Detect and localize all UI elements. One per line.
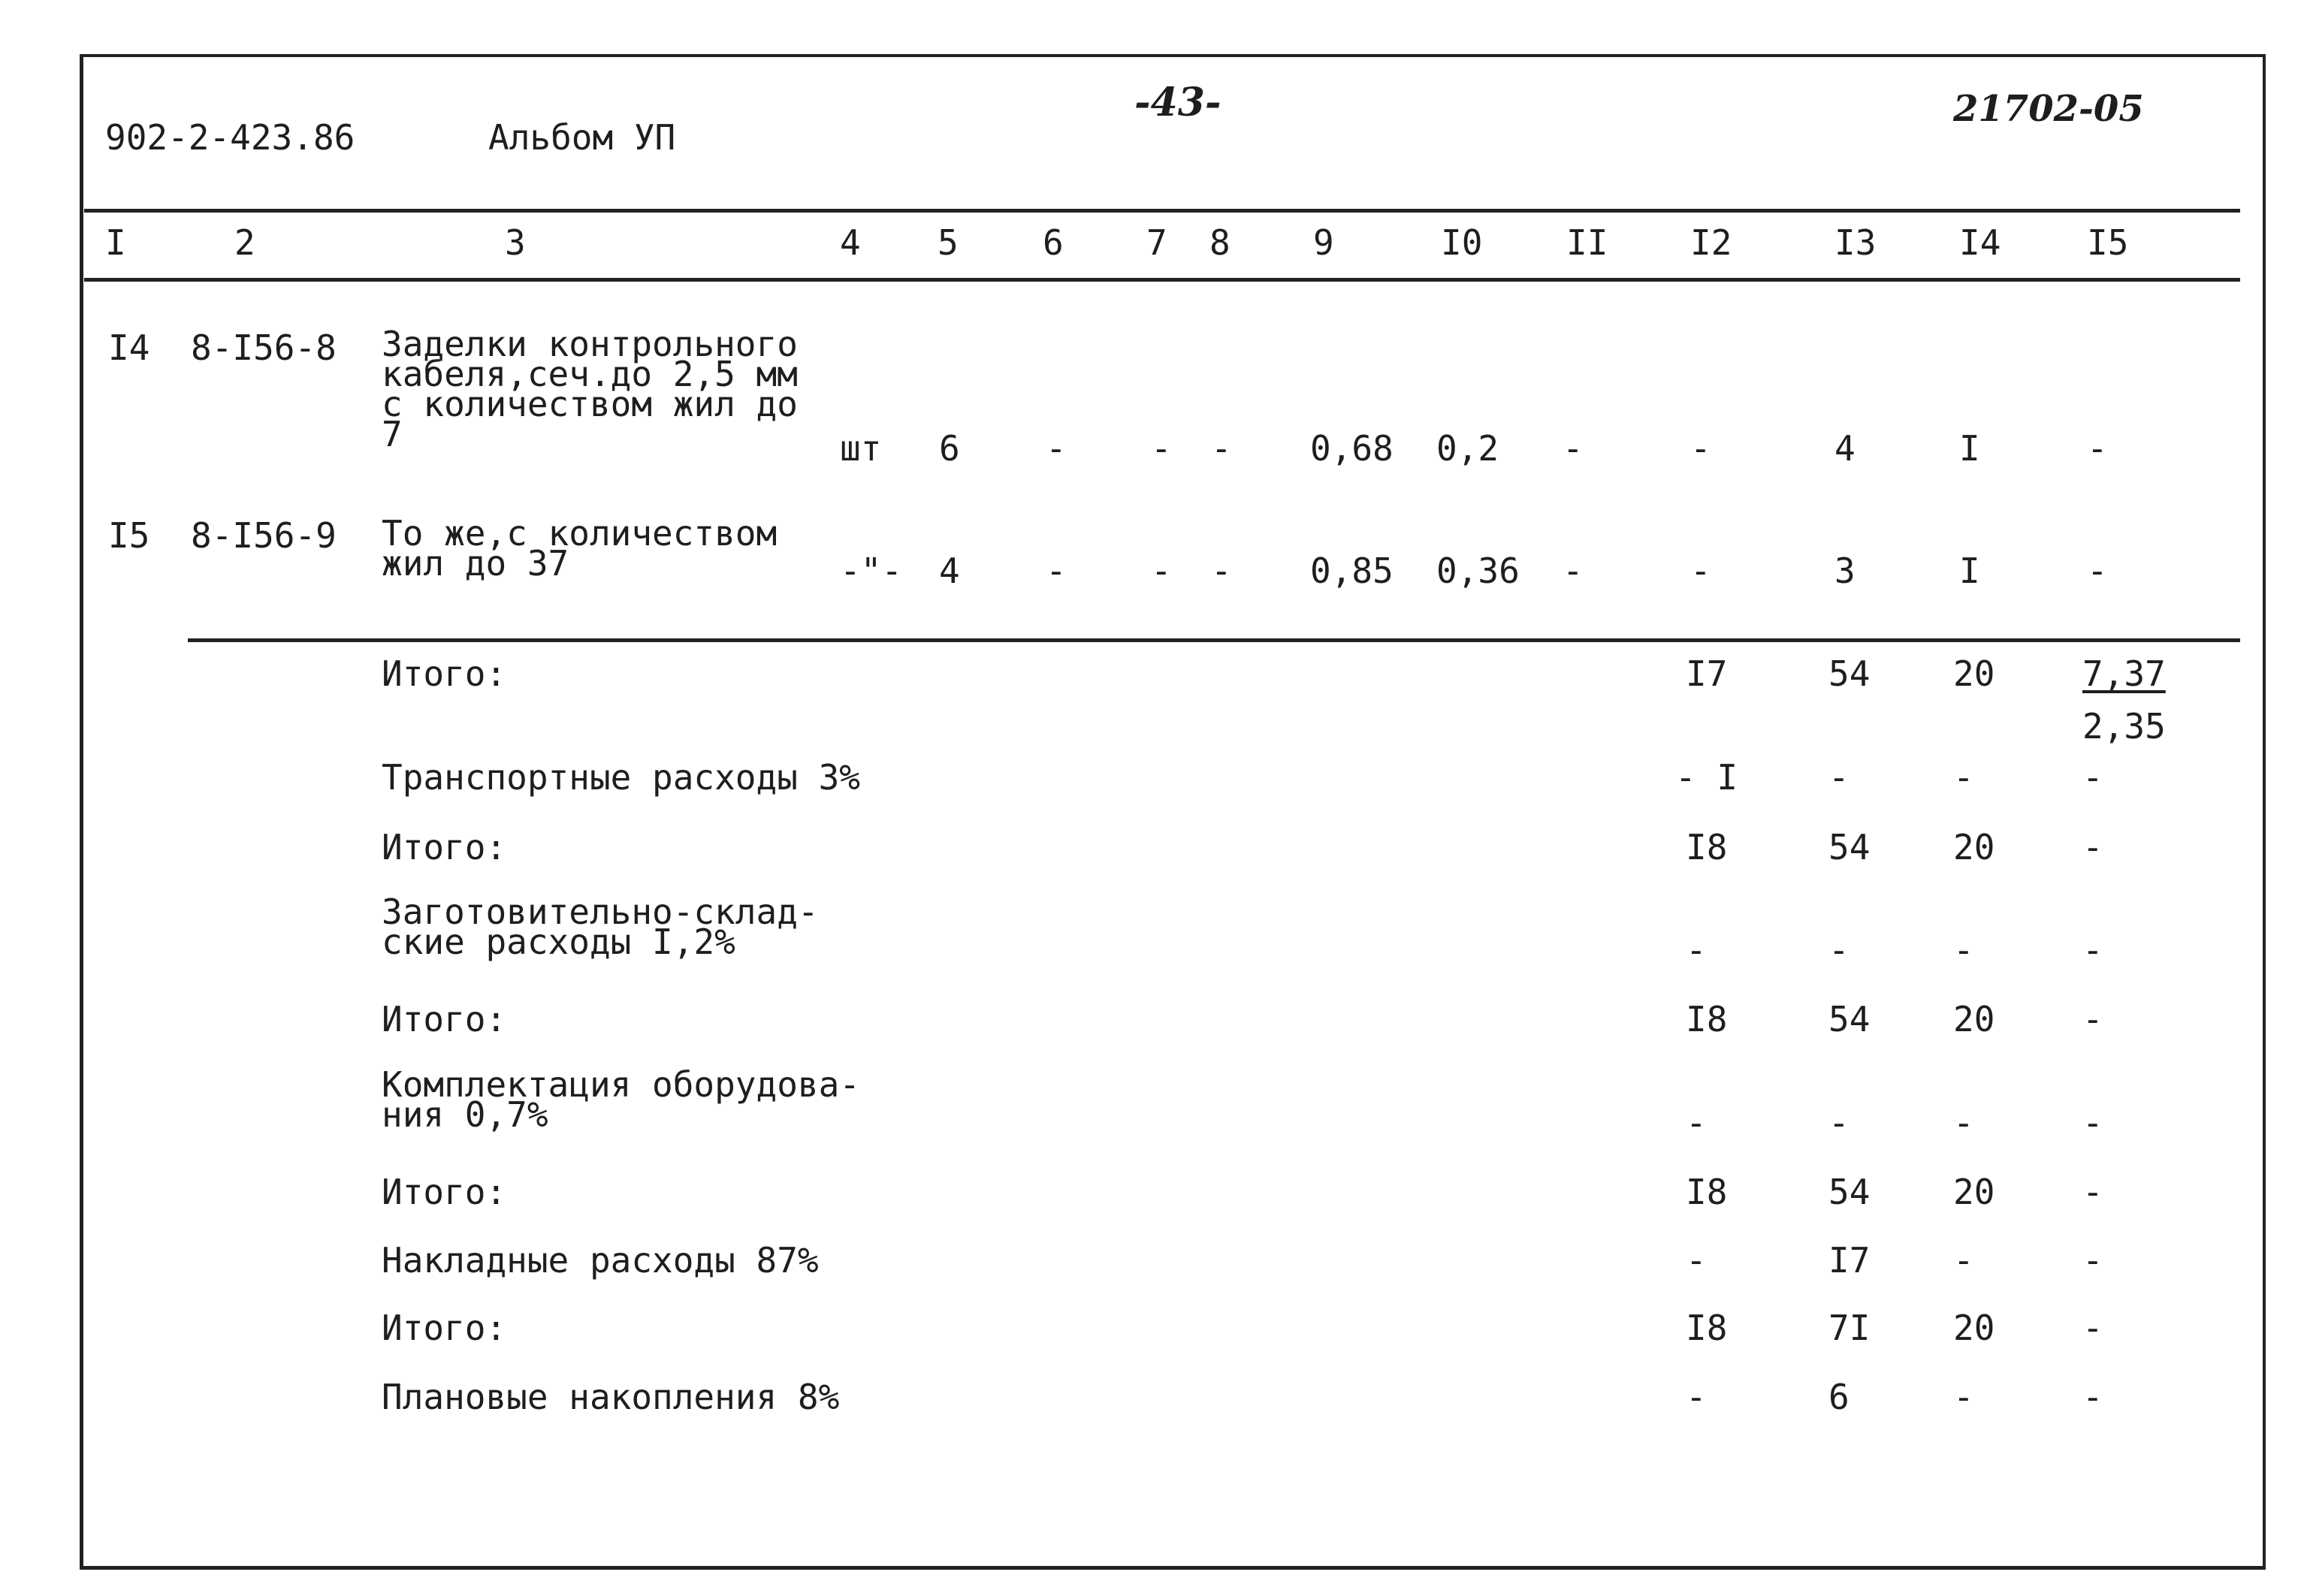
summary-c13: -	[1828, 1103, 1850, 1143]
summary-c15: -	[2082, 1103, 2103, 1143]
col-header: 6	[1043, 222, 1064, 263]
col-header: I2	[1690, 222, 1732, 263]
summary-c12: I8	[1686, 827, 1728, 867]
summary-c14: -	[1953, 1240, 1974, 1281]
summary-c14: 20	[1953, 1308, 1995, 1348]
summary-c13: -	[1828, 757, 1850, 798]
cell-c8: -	[1211, 428, 1232, 469]
col-header: 4	[840, 222, 861, 263]
summary-c12: -	[1686, 930, 1707, 970]
reference-number: 21702-05	[1953, 88, 2144, 130]
summary-c12: -	[1686, 1240, 1707, 1281]
summary-c15: -	[2082, 999, 2103, 1039]
summary-c15: -	[2082, 1308, 2103, 1348]
summary-label: Транспортные расходы 3%	[382, 757, 860, 798]
cell-c13: 4	[1834, 428, 1856, 469]
summary-c12: -	[1686, 1377, 1707, 1417]
summary-c15: -	[2082, 1377, 2103, 1417]
cell-c10: 0,2	[1436, 428, 1499, 469]
col-header: I3	[1834, 222, 1877, 263]
doc-code: 902-2-423.86	[105, 117, 355, 158]
col-header: I5	[2087, 222, 2129, 263]
cell-c14: I	[1959, 551, 1980, 591]
summary-label: Плановые накопления 8%	[382, 1377, 840, 1417]
summary-c15: 7,37	[2082, 653, 2166, 694]
col-header: 7	[1146, 222, 1167, 263]
cell-c9: 0,68	[1310, 428, 1394, 469]
summary-c14: -	[1953, 1103, 1974, 1143]
cell-c11: -	[1563, 428, 1584, 469]
col-header: II	[1566, 222, 1608, 263]
summary-c13: 54	[1828, 999, 1871, 1039]
row-code: 8-I56-9	[191, 515, 337, 556]
col-header: I	[105, 222, 126, 263]
summary-c13: 7I	[1828, 1308, 1871, 1348]
page-number: -43-	[1134, 80, 1221, 125]
summary-c14: 20	[1953, 1172, 1995, 1212]
summary-label: Итого:	[382, 1308, 507, 1348]
col-header: 8	[1209, 222, 1231, 263]
cell-unit: -"-	[840, 551, 903, 591]
cell-c6: -	[1046, 551, 1067, 591]
cell-qty: 4	[939, 551, 960, 591]
summary-label: Итого:	[382, 653, 507, 694]
summary-c12: I8	[1686, 999, 1728, 1039]
cell-c6: -	[1046, 428, 1067, 469]
summary-c15: -	[2082, 1240, 2103, 1281]
summary-c14: -	[1953, 930, 1974, 970]
summary-c15: -	[2082, 1172, 2103, 1212]
col-header: I0	[1441, 222, 1483, 263]
summary-label: Итого:	[382, 999, 507, 1039]
col-header: 2	[234, 222, 255, 263]
summary-c15: -	[2082, 827, 2103, 867]
cell-c14: I	[1959, 428, 1980, 469]
album-label: Альбом УП	[488, 117, 676, 158]
row-description: То же,с количеством жил до 37	[382, 513, 778, 584]
summary-c12: - I	[1675, 757, 1738, 798]
col-header: 5	[938, 222, 959, 263]
cell-unit: шт	[840, 428, 882, 469]
summary-label: Итого:	[382, 1172, 507, 1212]
totals-rule	[188, 638, 2240, 642]
cell-c7: -	[1151, 428, 1172, 469]
cell-c13: 3	[1834, 551, 1856, 591]
cell-c8: -	[1211, 551, 1232, 591]
cell-c10: 0,36	[1436, 551, 1520, 591]
summary-c12: I8	[1686, 1172, 1728, 1212]
cell-c12: -	[1690, 428, 1711, 469]
col-header: I4	[1959, 222, 2001, 263]
col-header: 3	[505, 222, 526, 263]
summary-c14: 20	[1953, 653, 1995, 694]
summary-c14: -	[1953, 757, 1974, 798]
summary-label: Заготовительно-склад- ские расходы I,2%	[382, 892, 819, 962]
summary-c12: -	[1686, 1103, 1707, 1143]
summary-c15-second: 2,35	[2082, 706, 2166, 747]
summary-c13: -	[1828, 930, 1850, 970]
cell-c15: -	[2087, 428, 2108, 469]
summary-label: Накладные расходы 87%	[382, 1240, 819, 1281]
summary-c14: 20	[1953, 999, 1995, 1039]
summary-c12: I8	[1686, 1308, 1728, 1348]
summary-c15: -	[2082, 930, 2103, 970]
summary-label: Итого:	[382, 827, 507, 867]
header-bottom-rule	[84, 278, 2240, 282]
summary-c15: -	[2082, 757, 2103, 798]
row-number: I5	[108, 515, 150, 556]
cell-c15: -	[2087, 551, 2108, 591]
cell-qty: 6	[939, 428, 960, 469]
summary-c14: -	[1953, 1377, 1974, 1417]
cell-c12: -	[1690, 551, 1711, 591]
summary-c13: 54	[1828, 827, 1871, 867]
row-number: I4	[108, 327, 150, 368]
summary-c13: 54	[1828, 1172, 1871, 1212]
header-top-rule	[84, 209, 2240, 213]
summary-c12: I7	[1686, 653, 1728, 694]
summary-label: Комплектация оборудова- ния 0,7%	[382, 1064, 860, 1135]
row-description: Заделки контрольного кабеля,сеч.до 2,5 мм с количеством жил до 7	[382, 324, 798, 454]
summary-c13: I7	[1828, 1240, 1871, 1281]
row-code: 8-I56-8	[191, 327, 337, 368]
cell-c7: -	[1151, 551, 1172, 591]
summary-c13: 6	[1828, 1377, 1850, 1417]
col-header: 9	[1313, 222, 1334, 263]
summary-c14: 20	[1953, 827, 1995, 867]
cell-c9: 0,85	[1310, 551, 1394, 591]
cell-c11: -	[1563, 551, 1584, 591]
summary-c13: 54	[1828, 653, 1871, 694]
